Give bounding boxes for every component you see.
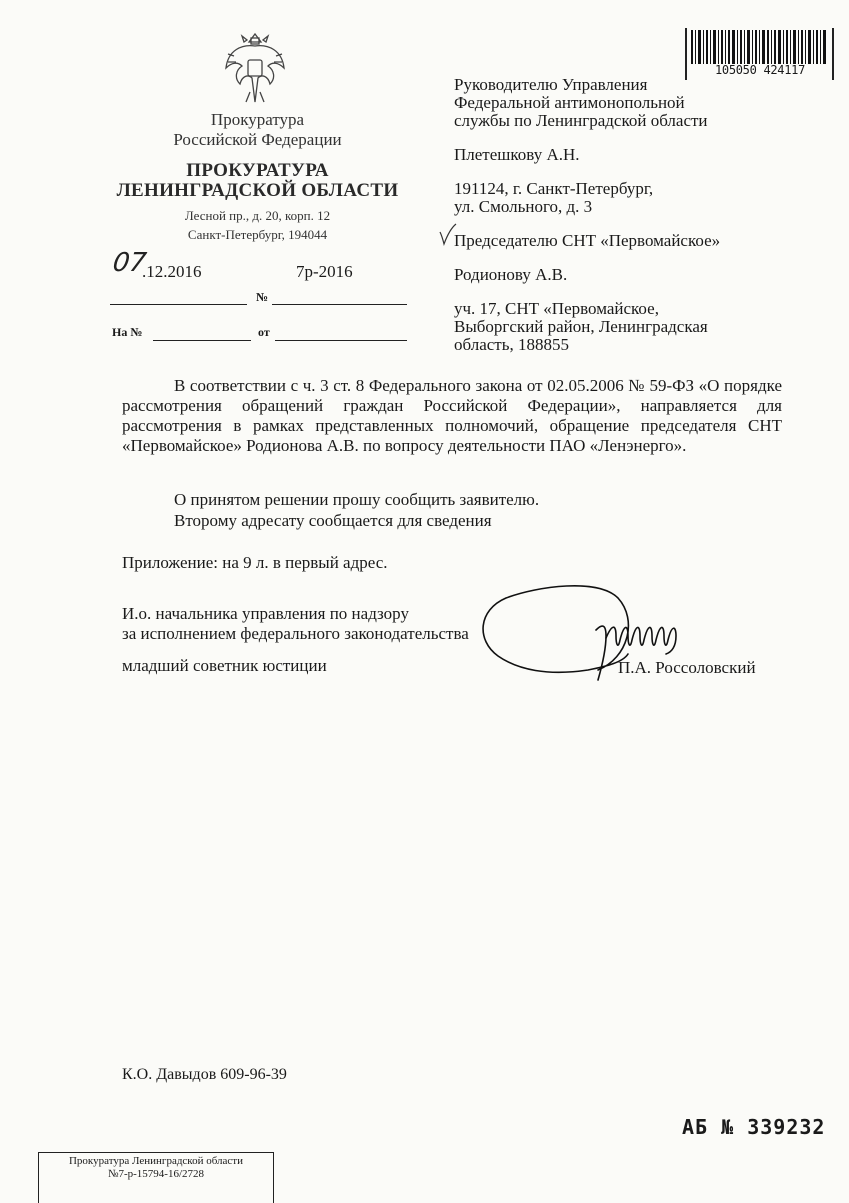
recipient1-title-line1: Руководителю Управления	[454, 75, 648, 94]
from-underline	[275, 340, 407, 341]
letter-date: .12.2016	[142, 262, 202, 281]
org-name-bold-line1: ПРОКУРАТУРА	[186, 160, 329, 181]
registration-stamp-org: Прокуратура Ленинградской области	[68, 1155, 244, 1167]
from-label: от	[258, 325, 270, 339]
signer-rank: младший советник юстиции	[122, 656, 327, 675]
recipient1-name: Плетешкову А.Н.	[454, 145, 580, 164]
org-name-bold-line2: ЛЕНИНГРАДСКОЙ ОБЛАСТИ	[116, 180, 399, 201]
recipient1-title-line2: Федеральной антимонопольной	[454, 93, 685, 112]
recipient1-address-line1: 191124, г. Санкт-Петербург,	[454, 179, 654, 198]
number-underline	[272, 304, 407, 305]
registration-stamp-number: №7-р-15794-16/2728	[107, 1168, 205, 1180]
in-reply-label: На №	[112, 325, 143, 339]
attachment-note: Приложение: на 9 л. в первый адрес.	[122, 553, 388, 572]
recipient1-address-line2: ул. Смольного, д. 3	[454, 197, 593, 216]
org-name-line1: Прокуратура	[210, 110, 305, 129]
in-reply-underline	[153, 340, 251, 341]
barcode-number: 105050 424117	[714, 63, 806, 77]
recipient2-address-line2: Выборгский район, Ленинградская	[454, 317, 708, 336]
recipient2-address-line3: область, 188855	[454, 335, 569, 354]
org-name-line2: Российской Федерации	[173, 130, 342, 149]
org-address-line2: Санкт-Петербург, 194044	[187, 227, 328, 242]
signer-name: П.А. Россоловский	[618, 658, 756, 677]
body-paragraph-copy: Второму адресату сообщается для сведения	[174, 511, 492, 530]
body-paragraph-main: В соответствии с ч. 3 ст. 8 Федерального закона от 02.05.2006 № 59-ФЗ «О порядке рассмотрения обращений граждан Российской Федерации», направляется для рассмотрения в рамках представленных полномочий, обращение председателя СНТ «Первомайское» Родионова А.В. по вопросу деятельности ПАО «Ленэнерго».	[122, 376, 782, 455]
org-address-line1: Лесной пр., д. 20, корп. 12	[184, 208, 331, 223]
registration-stamp-box	[38, 1152, 274, 1203]
recipient2-title: Председателю СНТ «Первомайское»	[454, 231, 721, 250]
handwritten-signature	[478, 580, 698, 690]
executor-contact: К.О. Давыдов 609-96-39	[122, 1066, 287, 1083]
date-underline	[110, 304, 247, 305]
recipient2-address-line1: уч. 17, СНТ «Первомайское,	[454, 299, 659, 318]
body-paragraph-request: О принятом решении прошу сообщить заявителю.	[174, 490, 540, 509]
handwritten-date-day: 07	[110, 248, 149, 278]
signer-title-line2: за исполнением федерального законодательства	[122, 624, 469, 643]
signer-title-line1: И.о. начальника управления по надзору	[122, 604, 409, 623]
recipient1-title-line3: службы по Ленинградской области	[454, 111, 708, 130]
coat-of-arms-icon	[222, 32, 288, 106]
form-serial-number: АБ № 339232	[682, 1115, 826, 1139]
number-label: №	[256, 290, 269, 304]
registration-number: 7р-2016	[296, 262, 353, 281]
recipient2-name: Родионову А.В.	[454, 265, 568, 284]
